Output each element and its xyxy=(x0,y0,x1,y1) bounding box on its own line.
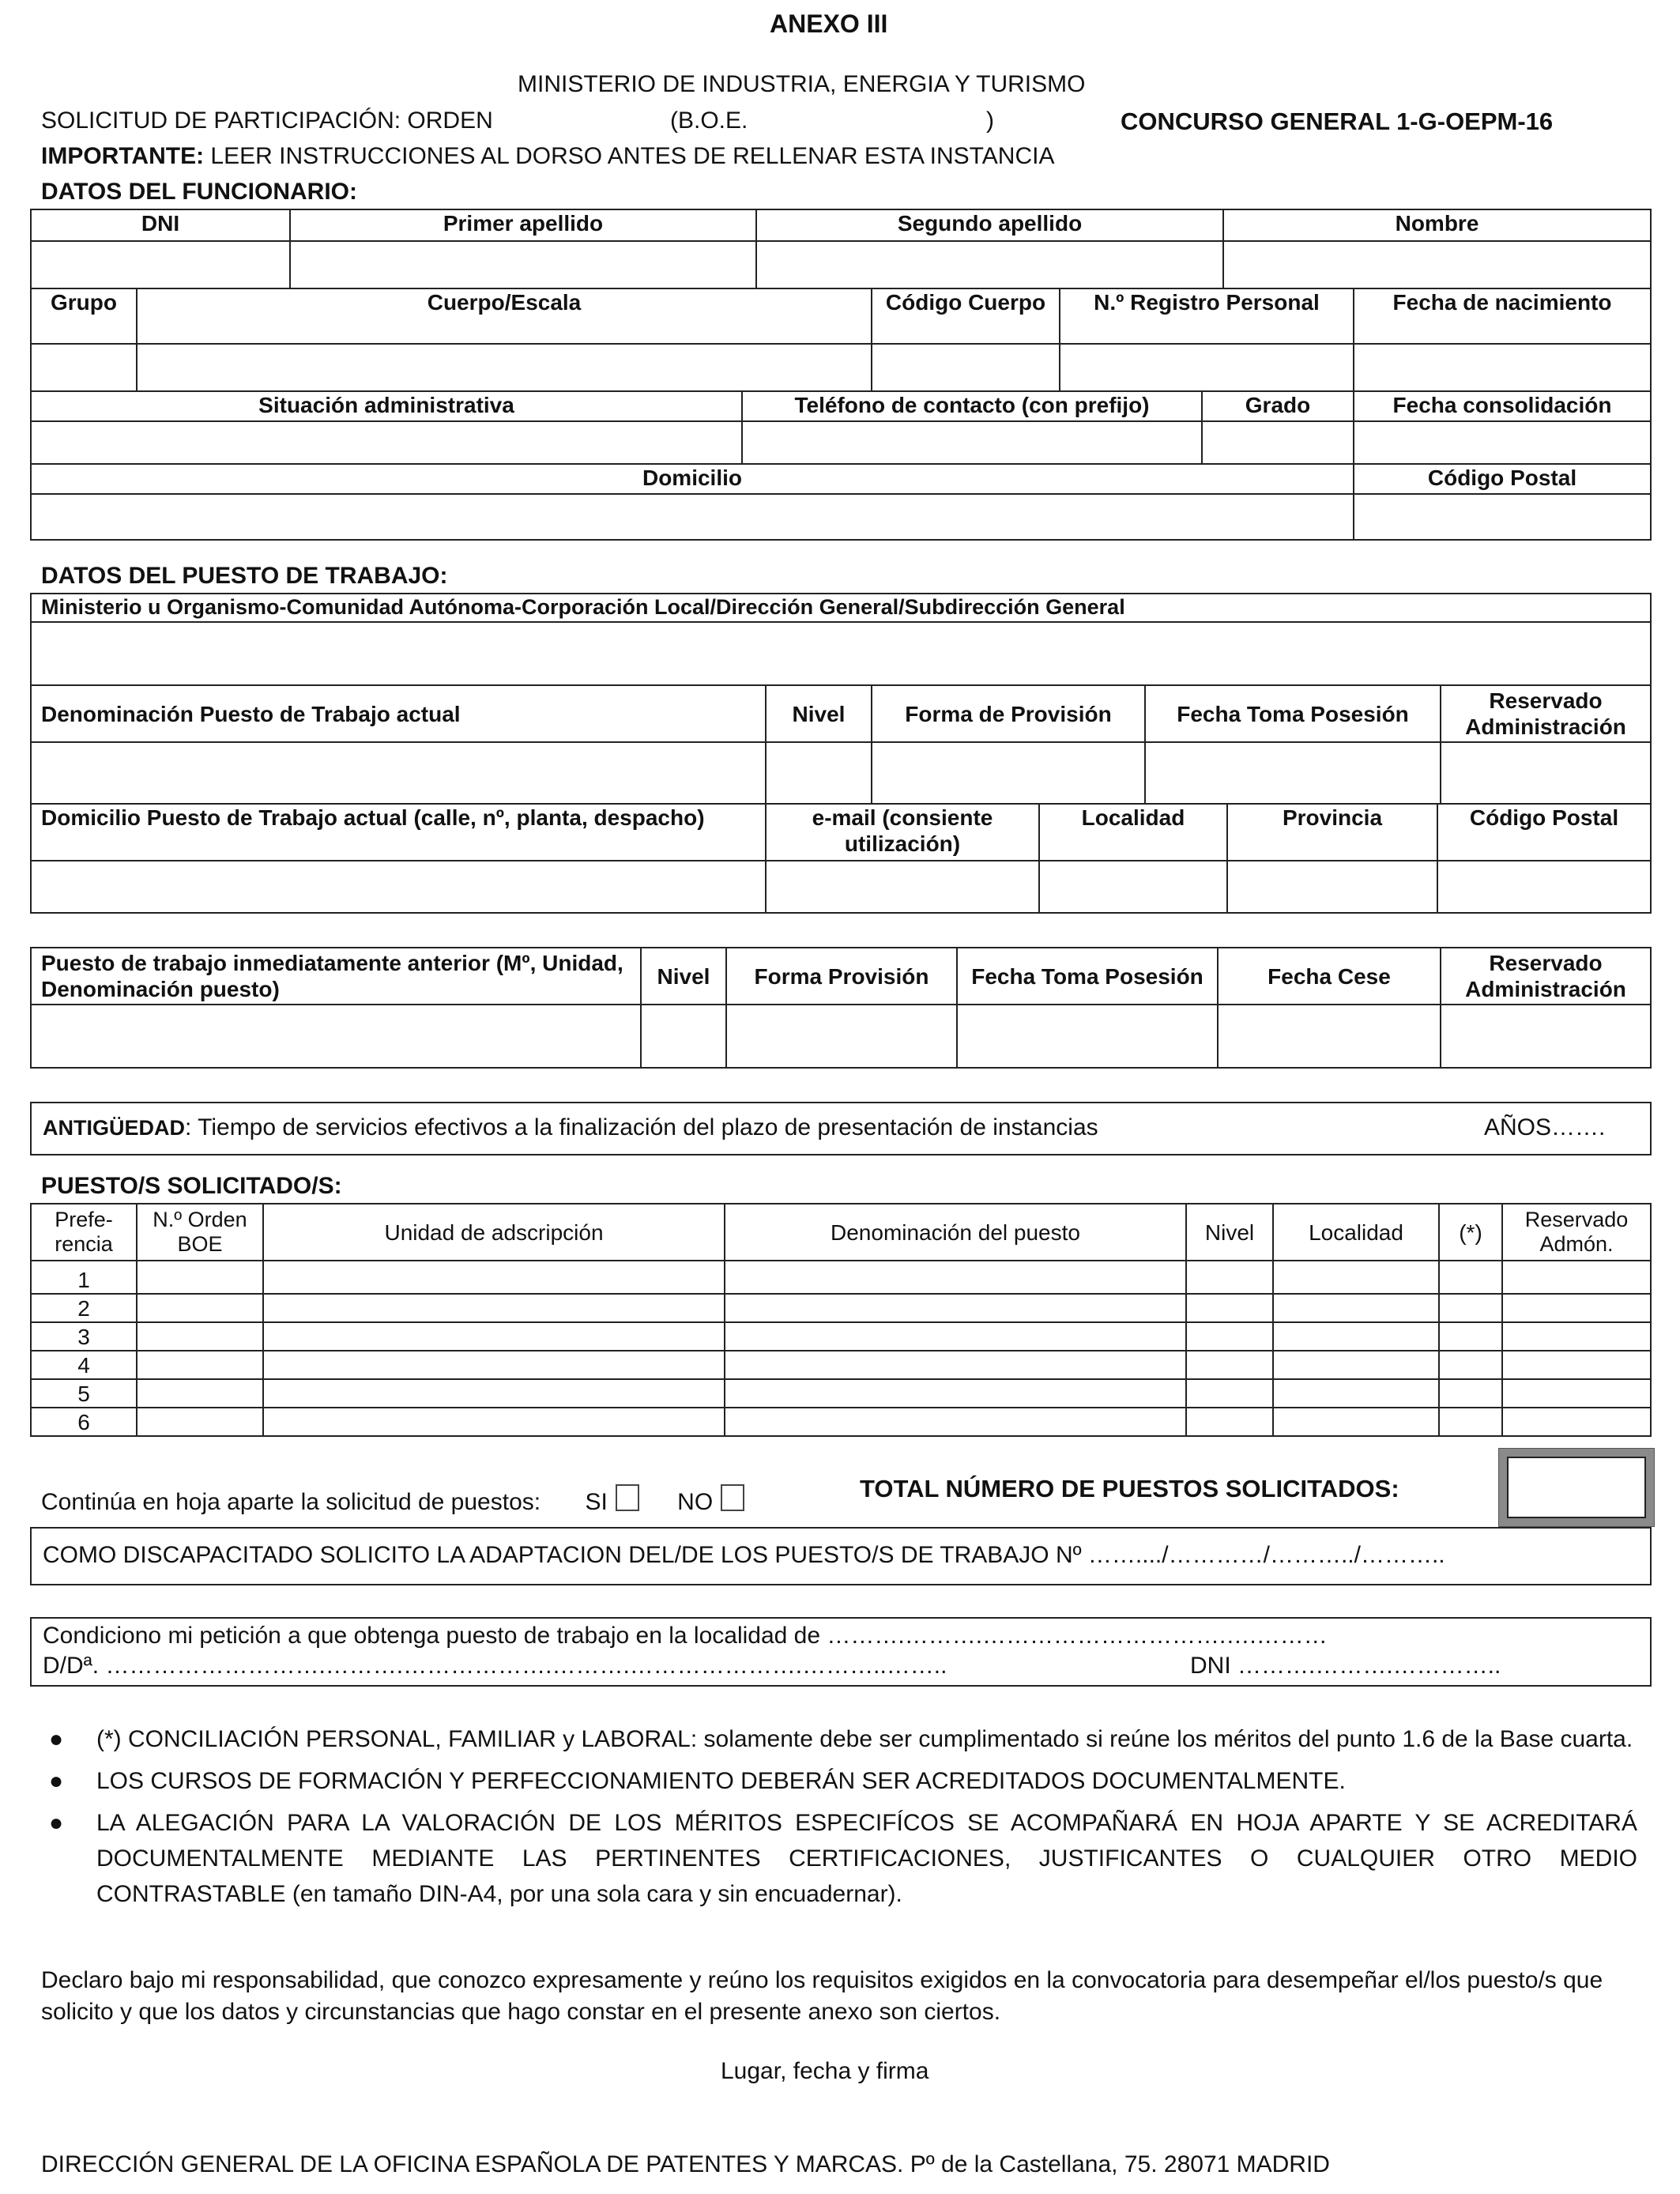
table-row xyxy=(31,1261,1651,1294)
dni-field[interactable] xyxy=(31,241,290,288)
importante-notice xyxy=(41,143,1054,170)
telefono-header: Teléfono de contacto (con prefijo) xyxy=(742,391,1202,421)
importante-label: IMPORTANTE: xyxy=(41,143,205,169)
puesto-section-title: DATOS DEL PUESTO DE TRABAJO: xyxy=(41,563,448,589)
bullet-icon: ● xyxy=(49,1768,64,1794)
forma-provision-header: Forma de Provisión xyxy=(872,685,1145,742)
continua-text: Continúa en hoja aparte la solicitud de puestos: xyxy=(41,1489,541,1515)
codigo-postal-puesto-field[interactable] xyxy=(1437,861,1651,913)
no-checkbox[interactable] xyxy=(721,1484,744,1511)
funcionario-section-title: DATOS DEL FUNCIONARIO: xyxy=(41,179,358,205)
antiguedad-desc: : Tiempo de servicios efectivos a la finalización del plazo de presentación de instancias xyxy=(185,1114,1098,1140)
provincia-header: Provincia xyxy=(1227,804,1437,861)
sol-reservado-header: Reservado Admón. xyxy=(1502,1204,1651,1261)
annex-title: ANEXO III xyxy=(770,9,888,38)
primer-apellido-field[interactable] xyxy=(290,241,756,288)
table-row xyxy=(31,1294,1651,1322)
localidad-header: Localidad xyxy=(1039,804,1227,861)
anterior-reservado-header: Reservado Administración xyxy=(1441,948,1651,1005)
total-label xyxy=(860,1475,1399,1503)
condiciono-line2[interactable]: D/Dª. ……………………….……….……………….……….………………….………..…….. xyxy=(43,1653,947,1679)
solicitud-label: SOLICITUD DE PARTICIPACIÓN: ORDEN xyxy=(41,107,493,134)
declaration-text: Declaro bajo mi responsabilidad, que conozco expresamente y reúno los requisitos exigidos en la convocatoria para desempeñar el/los puesto/s que solicito y que los datos y circunstancias que hago constar en el presente anexo son ciertos. xyxy=(41,1967,1603,2025)
denominacion-field[interactable] xyxy=(31,742,766,804)
concurso-code: CONCURSO GENERAL 1-G-OEPM-16 xyxy=(1121,107,1554,135)
domicilio-header: Domicilio xyxy=(31,464,1354,494)
table-cell[interactable] xyxy=(1502,1261,1651,1294)
situacion-header: Situación administrativa xyxy=(31,391,742,421)
orden-boe-header: N.º Orden BOE xyxy=(137,1204,263,1261)
denominacion-puesto-header: Denominación del puesto xyxy=(725,1204,1186,1261)
table-cell[interactable] xyxy=(1439,1261,1502,1294)
table-cell[interactable] xyxy=(725,1322,1186,1351)
table-cell[interactable] xyxy=(725,1261,1186,1294)
table-cell[interactable] xyxy=(1186,1379,1273,1408)
total-box-frame xyxy=(1498,1448,1655,1527)
total-colon: : xyxy=(1391,1475,1399,1502)
table-row xyxy=(31,1351,1651,1379)
fecha-nacimiento-field[interactable] xyxy=(1354,344,1651,391)
table-cell[interactable] xyxy=(1273,1351,1439,1379)
table-cell[interactable] xyxy=(137,1379,263,1408)
instruction-item xyxy=(40,1805,1637,1912)
anterior-reservado-field[interactable] xyxy=(1441,1005,1651,1068)
table-cell[interactable] xyxy=(263,1379,725,1408)
table-cell[interactable] xyxy=(1502,1351,1651,1379)
importante-text: LEER INSTRUCCIONES AL DORSO ANTES DE RELLENAR ESTA INSTANCIA xyxy=(204,143,1055,169)
anterior-nivel-field[interactable] xyxy=(641,1005,726,1068)
discapacitado-box xyxy=(30,1527,1652,1585)
table-cell[interactable] xyxy=(137,1261,263,1294)
puesto-table-2 xyxy=(30,684,1652,805)
table-cell[interactable] xyxy=(1273,1322,1439,1351)
solicitados-section-title: PUESTO/S SOLICITADO/S: xyxy=(41,1173,342,1199)
provincia-field[interactable] xyxy=(1227,861,1437,913)
primer-apellido-header: Primer apellido xyxy=(290,209,756,241)
table-cell[interactable] xyxy=(1439,1379,1502,1408)
antiguedad-text xyxy=(43,1114,1098,1141)
table-cell[interactable] xyxy=(263,1408,725,1436)
condiciono-box xyxy=(30,1617,1652,1687)
anterior-fecha-cese-header: Fecha Cese xyxy=(1218,948,1441,1005)
si-checkbox[interactable] xyxy=(616,1484,639,1511)
forma-provision-field[interactable] xyxy=(872,742,1145,804)
table-cell[interactable] xyxy=(1273,1408,1439,1436)
table-cell[interactable] xyxy=(725,1351,1186,1379)
table-cell[interactable] xyxy=(725,1408,1186,1436)
grupo-header: Grupo xyxy=(31,288,137,344)
preferencia-header: Prefe- rencia xyxy=(31,1204,137,1261)
sol-localidad-header: Localidad xyxy=(1273,1204,1439,1261)
telefono-field[interactable] xyxy=(742,421,1202,464)
bullet-icon: ● xyxy=(49,1810,64,1836)
puesto-anterior-table xyxy=(30,947,1652,1069)
nivel-field[interactable] xyxy=(766,742,872,804)
antiguedad-anos[interactable]: AÑOS……. xyxy=(1484,1114,1606,1140)
email-field[interactable] xyxy=(766,861,1039,913)
preference-number: 5 xyxy=(31,1379,137,1408)
codigo-cuerpo-field[interactable] xyxy=(872,344,1060,391)
preference-number: 2 xyxy=(31,1294,137,1322)
localidad-field[interactable] xyxy=(1039,861,1227,913)
anterior-header: Puesto de trabajo inmediatamente anterior (Mº, Unidad, Denominación puesto) xyxy=(31,948,641,1005)
domicilio-field[interactable] xyxy=(31,494,1354,540)
table-row xyxy=(31,1322,1651,1351)
registro-personal-header: N.º Registro Personal xyxy=(1060,288,1354,344)
table-cell[interactable] xyxy=(263,1322,725,1351)
segundo-apellido-header: Segundo apellido xyxy=(756,209,1223,241)
si-label: SI xyxy=(585,1489,608,1515)
funcionario-table-3 xyxy=(30,390,1652,465)
fecha-toma-field[interactable] xyxy=(1145,742,1441,804)
fecha-consolidacion-field[interactable] xyxy=(1354,421,1651,464)
sol-nivel-header: Nivel xyxy=(1186,1204,1273,1261)
ministerio-field[interactable] xyxy=(31,622,1651,685)
table-cell[interactable] xyxy=(1439,1294,1502,1322)
table-cell[interactable] xyxy=(263,1261,725,1294)
table-cell[interactable] xyxy=(1186,1408,1273,1436)
preference-number: 6 xyxy=(31,1408,137,1436)
table-cell[interactable] xyxy=(1502,1408,1651,1436)
funcionario-table-1 xyxy=(30,209,1652,289)
preference-number: 4 xyxy=(31,1351,137,1379)
grupo-field[interactable] xyxy=(31,344,137,391)
instructions-list xyxy=(40,1721,1637,1918)
instruction-text: LOS CURSOS DE FORMACIÓN Y PERFECCIONAMIENTO DEBERÁN SER ACREDITADOS DOCUMENTALMENTE. xyxy=(96,1768,1346,1794)
domicilio-puesto-field[interactable] xyxy=(31,861,766,913)
instruction-item xyxy=(40,1721,1637,1757)
conciliacion-header: (*) xyxy=(1439,1204,1502,1261)
table-cell[interactable] xyxy=(1439,1351,1502,1379)
bullet-icon: ● xyxy=(49,1726,64,1752)
cuerpo-escala-header: Cuerpo/Escala xyxy=(137,288,872,344)
no-label: NO xyxy=(677,1489,714,1515)
table-cell[interactable] xyxy=(137,1294,263,1322)
email-header: e-mail (consiente utilización) xyxy=(766,804,1039,861)
solicitados-table xyxy=(30,1203,1652,1437)
nivel-header: Nivel xyxy=(766,685,872,742)
nombre-header: Nombre xyxy=(1223,209,1651,241)
table-cell[interactable] xyxy=(1502,1379,1651,1408)
puesto-table-3 xyxy=(30,803,1652,914)
table-cell[interactable] xyxy=(725,1294,1186,1322)
anterior-fecha-toma-header: Fecha Toma Posesión xyxy=(957,948,1218,1005)
table-cell[interactable] xyxy=(1186,1351,1273,1379)
fecha-nacimiento-header: Fecha de nacimiento xyxy=(1354,288,1651,344)
denominacion-header: Denominación Puesto de Trabajo actual xyxy=(31,685,766,742)
table-cell[interactable] xyxy=(1273,1379,1439,1408)
codigo-postal-puesto-header: Código Postal xyxy=(1437,804,1651,861)
antiguedad-label: ANTIGÜEDAD xyxy=(43,1116,185,1140)
ministry-name: MINISTERIO DE INDUSTRIA, ENERGIA Y TURISMO xyxy=(518,71,1086,97)
table-cell[interactable] xyxy=(137,1351,263,1379)
grado-header: Grado xyxy=(1202,391,1354,421)
anterior-field[interactable] xyxy=(31,1005,641,1068)
table-cell[interactable] xyxy=(1502,1322,1651,1351)
table-cell[interactable] xyxy=(1439,1322,1502,1351)
instruction-item xyxy=(40,1763,1637,1799)
anterior-forma-field[interactable] xyxy=(726,1005,957,1068)
continua-row xyxy=(41,1484,744,1516)
ministerio-header: Ministerio u Organismo-Comunidad Autónoma-Corporación Local/Dirección General/Subdirección General xyxy=(31,594,1651,622)
fecha-consolidacion-header: Fecha consolidación xyxy=(1354,391,1651,421)
table-cell[interactable] xyxy=(1186,1322,1273,1351)
fecha-toma-header: Fecha Toma Posesión xyxy=(1145,685,1441,742)
anterior-forma-header: Forma Provisión xyxy=(726,948,957,1005)
table-cell[interactable] xyxy=(137,1322,263,1351)
reservado-field[interactable] xyxy=(1441,742,1651,804)
table-cell[interactable] xyxy=(263,1351,725,1379)
puesto-table-1 xyxy=(30,593,1652,686)
anterior-fecha-cese-field[interactable] xyxy=(1218,1005,1441,1068)
table-cell[interactable] xyxy=(725,1379,1186,1408)
table-cell[interactable] xyxy=(1439,1408,1502,1436)
total-number-field[interactable] xyxy=(1507,1457,1646,1518)
instruction-text: (*) CONCILIACIÓN PERSONAL, FAMILIAR y LABORAL: solamente debe ser cumplimentado si reúne los méritos del punto 1.6 de la Base cuarta. xyxy=(96,1726,1633,1752)
codigo-postal-header: Código Postal xyxy=(1354,464,1651,494)
antiguedad-box xyxy=(30,1102,1652,1155)
funcionario-table-2 xyxy=(30,288,1652,392)
registro-personal-field[interactable] xyxy=(1060,344,1354,391)
reservado-header: Reservado Administración xyxy=(1441,685,1651,742)
situacion-field[interactable] xyxy=(31,421,742,464)
table-cell[interactable] xyxy=(1186,1294,1273,1322)
grado-field[interactable] xyxy=(1202,421,1354,464)
anterior-nivel-header: Nivel xyxy=(641,948,726,1005)
condiciono-line1[interactable]: Condiciono mi petición a que obtenga puesto de trabajo en la localidad de ……….……….………………………….….……… xyxy=(43,1623,1328,1649)
cuerpo-escala-field[interactable] xyxy=(137,344,872,391)
lugar-fecha-firma: Lugar, fecha y firma xyxy=(721,2058,929,2084)
dni-header: DNI xyxy=(31,209,290,241)
table-cell[interactable] xyxy=(1273,1261,1439,1294)
table-cell[interactable] xyxy=(1273,1294,1439,1322)
preference-number: 3 xyxy=(31,1322,137,1351)
table-cell[interactable] xyxy=(137,1408,263,1436)
boe-open: (B.O.E. xyxy=(670,107,748,134)
footer-address: DIRECCIÓN GENERAL DE LA OFICINA ESPAÑOLA DE PATENTES Y MARCAS. Pº de la Castellana, 75. 28071 MADRID xyxy=(41,2151,1330,2177)
funcionario-table-4 xyxy=(30,463,1652,541)
condiciono-dni[interactable]: DNI ……….……….………….. xyxy=(1190,1653,1501,1679)
instruction-text: LA ALEGACIÓN PARA LA VALORACIÓN DE LOS MÉRITOS ESPECIFÍCOS SE ACOMPAÑARÁ EN HOJA APARTE Y SE ACREDITARÁ DOCUMENTALMENTE MEDIANTE LAS PERTINENTES CERTIFICACIONES, JUSTIFICANTES O CUALQUIER OTRO MEDIO CONTRASTABLE (en tamaño DIN-A4, por una sola cara y sin encuadernar). xyxy=(96,1810,1637,1907)
table-cell[interactable] xyxy=(1186,1261,1273,1294)
codigo-cuerpo-header: Código Cuerpo xyxy=(872,288,1060,344)
table-row xyxy=(31,1379,1651,1408)
table-row xyxy=(31,1408,1651,1436)
preference-number: 1 xyxy=(31,1261,137,1294)
codigo-postal-field[interactable] xyxy=(1354,494,1651,540)
total-text: TOTAL NÚMERO DE PUESTOS SOLICITADOS xyxy=(860,1475,1392,1502)
boe-close: ) xyxy=(986,107,994,134)
anterior-fecha-toma-field[interactable] xyxy=(957,1005,1218,1068)
segundo-apellido-field[interactable] xyxy=(756,241,1223,288)
nombre-field[interactable] xyxy=(1223,241,1651,288)
discapacitado-text[interactable]: COMO DISCAPACITADO SOLICITO LA ADAPTACION DEL/DE LOS PUESTO/S DE TRABAJO Nº ……..../…………/………../……….. xyxy=(43,1542,1445,1568)
unidad-header: Unidad de adscripción xyxy=(263,1204,725,1261)
table-cell[interactable] xyxy=(263,1294,725,1322)
table-cell[interactable] xyxy=(1502,1294,1651,1322)
domicilio-puesto-header: Domicilio Puesto de Trabajo actual (calle, nº, planta, despacho) xyxy=(31,804,766,861)
